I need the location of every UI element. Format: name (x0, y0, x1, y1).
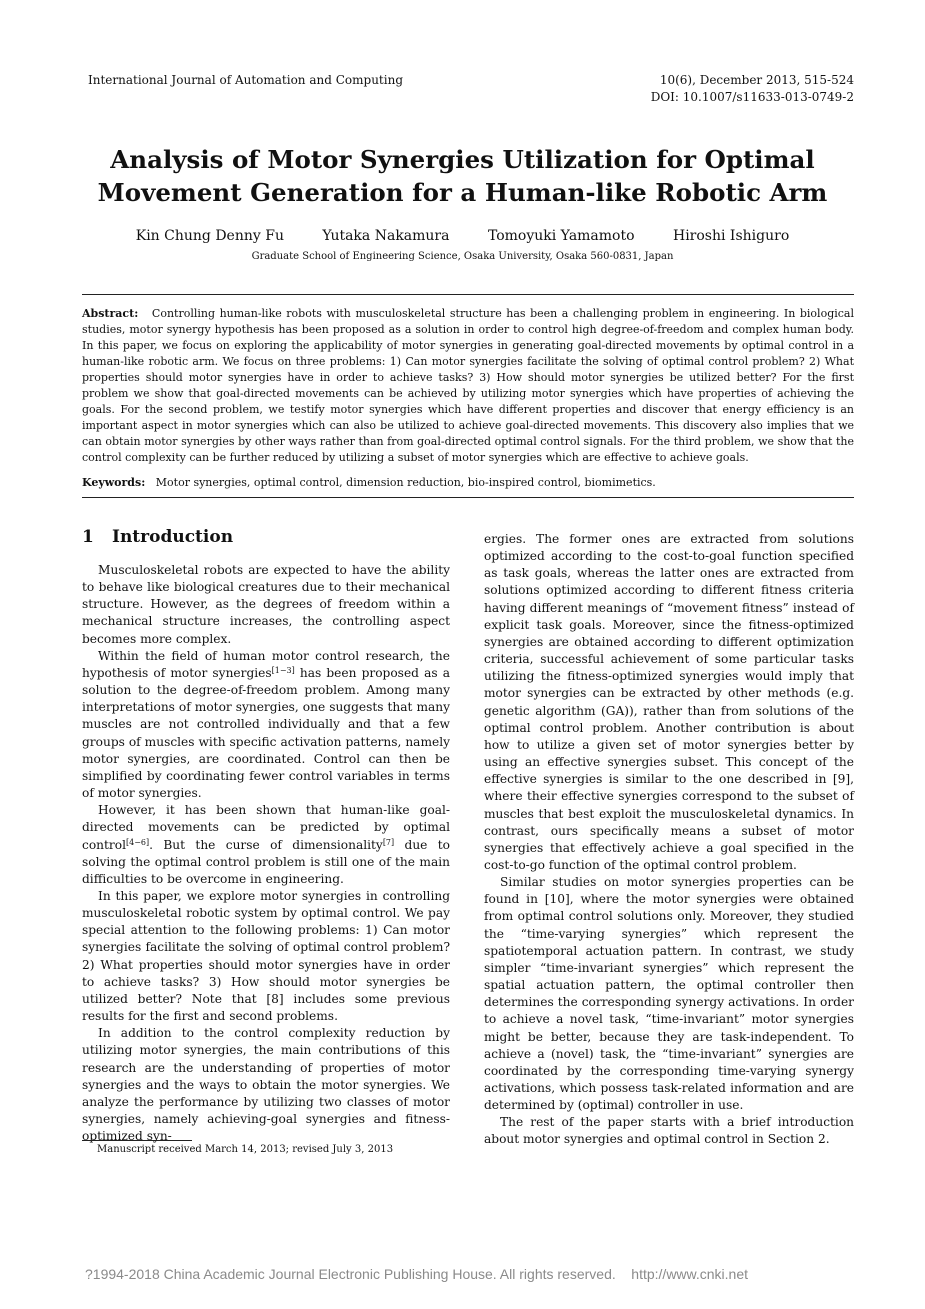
paragraph: Musculoskeletal robots are expected to have the ability to behave like biological creatures due to their mechanical structure. However, as the degrees of freedom within a mechanical structure increases, the controlling aspect becomes more complex. (82, 563, 450, 646)
doi: DOI: 10.1007/s11633-013-0749-2 (650, 90, 854, 104)
paragraph: The rest of the paper starts with a brief introduction about motor synergies and optimal control in Section 2. (484, 1115, 854, 1147)
page-footer: ?1994-2018 China Academic Journal Electronic Publishing House. All rights reserved. http://www.cnki.net (85, 1266, 749, 1282)
affiliation: Graduate School of Engineering Science, Osaka University, Osaka 560-0831, Japan (251, 251, 674, 262)
issue-info: 10(6), December 2013, 515-524 (659, 73, 854, 87)
citation: [4−6] (125, 837, 150, 847)
title-line-2: Movement Generation for a Human-like Robotic Arm (97, 178, 828, 207)
right-column (484, 531, 854, 1149)
left-column (82, 562, 450, 1145)
bottom-rule (82, 497, 854, 498)
citation: [7] (382, 837, 395, 847)
title-line-1: Analysis of Motor Synergies Utilization for Optimal (110, 145, 815, 174)
footnote: Manuscript received March 14, 2013; revised July 3, 2013 (97, 1144, 394, 1155)
author: Tomoyuki Yamamoto (487, 228, 635, 244)
paragraph: Similar studies on motor synergies properties can be found in [10], where the motor synergies were obtained from optimal control solutions only. Moreover, they studied the “time-varying synergies” which represent the spatiotemporal actuation pattern. In contrast, we study simpler “time-invariant synergies” which represent the spatial actuation pattern, the optimal controller then determines the corresponding synergy activations. In order to achieve a novel task, “time-invariant” motor synergies might be better, because they are task-independent. To achieve a (novel) task, the “time-invariant” synergies are coordinated by the corresponding time-varying synergy activations, which possess task-related information and are determined by (optimal) controller in use. (484, 875, 854, 1113)
paragraph: Within the field of human motor control research, the hypothesis of motor synergies[1−3] has been proposed as a solution to the degree-of-freedom problem. Among many interpretations of motor synergies, one suggests that many muscles are not controlled individually and that a few groups of muscles with specific activation patterns, namely motor synergies, are coordinated. Control can then be simplified by coordinating fewer control variables in terms of motor synergies. (82, 648, 450, 801)
abstract-text: Controlling human-like robots with musculoskeletal structure has been a challenging problem in engineering. In biological studies, motor synergy hypothesis has been proposed as a solution in order to control high degree-of-freedom and complex human body. In this paper, we focus on exploring the applicability of motor synergies in generating goal-directed movements by optimal control in a human-like robotic arm. We focus on three problems: 1) Can motor synergies facilitate the solving of optimal control problem? 2) What properties should motor synergies have in order to achieve tasks? 3) How should motor synergies be utilized better? For the first problem we show that goal-directed movements can be achieved by utilizing motor synergies which have properties of achieving the goals. For the second problem, we testify motor synergies which have different properties and discover that energy efficiency is an important aspect in motor synergies which can also be utilized to achieve goal-directed movements. This discovery also implies that we can obtain motor synergies by other ways rather than from goal-directed optimal control signals. For the third problem, we show that the control complexity can be further reduced by utilizing a subset of motor synergies which are effective to achieve goals. (82, 307, 854, 464)
paragraph: In this paper, we explore motor synergies in controlling musculoskeletal robotic system by optimal control. We pay special attention to the following problems: 1) Can motor synergies facilitate the solving of optimal control problem? 2) What properties should motor synergies have in order to achieve tasks? 3) How should motor synergies be utilized better? Note that [8] includes some previous results for the first and second problems. (82, 888, 450, 1024)
paragraph: However, it has been shown that human-like goal-directed movements can be predicted by optimal control[4−6]. But the curse of dimensionality[7] due to solving the optimal control problem is still one of the main difficulties to be overcome in engineering. (82, 803, 450, 886)
section-title: Introduction (112, 527, 234, 547)
abstract-label: Abstract: (82, 307, 139, 320)
author: Kin Chung Denny Fu (135, 228, 284, 244)
journal-name: International Journal of Automation and Computing (88, 73, 403, 87)
author: Yutaka Nakamura (322, 228, 450, 244)
top-rule (82, 294, 854, 295)
citation: [1−3] (271, 665, 295, 675)
section-heading (82, 525, 233, 549)
keywords-label: Keywords: (82, 476, 146, 489)
keywords-text: Motor synergies, optimal control, dimension reduction, bio-inspired control, biomimetics. (155, 476, 656, 489)
paper-title (60, 143, 865, 209)
paragraph: ergies. The former ones are extracted from solutions optimized according to the cost-to-goal function specified as task goals, whereas the latter ones are extracted from solutions optimized according to different fitness criteria having different meanings of “movement fitness” instead of explicit task goals. Moreover, since the fitness-optimized synergies are obtained according to different optimization criteria, successful achievement of some particular tasks utilizing the fitness-optimized synergies would imply that motor synergies can be extracted by other methods (e.g. genetic algorithm (GA)), rather than from solutions of the optimal control problem. Another contribution is about how to utilize a given set of motor synergies better by using an effective synergies subset. This concept of the effective synergies is similar to the one described in [9], where their effective synergies correspond to the subset of muscles that best exploit the musculoskeletal dynamics. In contrast, ours specifically means a subset of motor synergies that effectively achieve a goal specified in the cost-to-go function of the optimal control problem. (484, 532, 854, 872)
author: Hiroshi Ishiguro (673, 228, 790, 244)
abstract (82, 306, 854, 466)
author-list (60, 227, 865, 245)
paragraph: In addition to the control complexity reduction by utilizing motor synergies, the main contributions of this research are the understanding of properties of motor synergies and the ways to obtain the motor synergies. We analyze the performance by utilizing two classes of motor synergies, namely achieving-goal synergies and fitness-optimized syn- (82, 1026, 450, 1144)
section-number: 1 (82, 527, 94, 547)
footnote-rule (82, 1140, 192, 1141)
keywords (82, 475, 854, 491)
